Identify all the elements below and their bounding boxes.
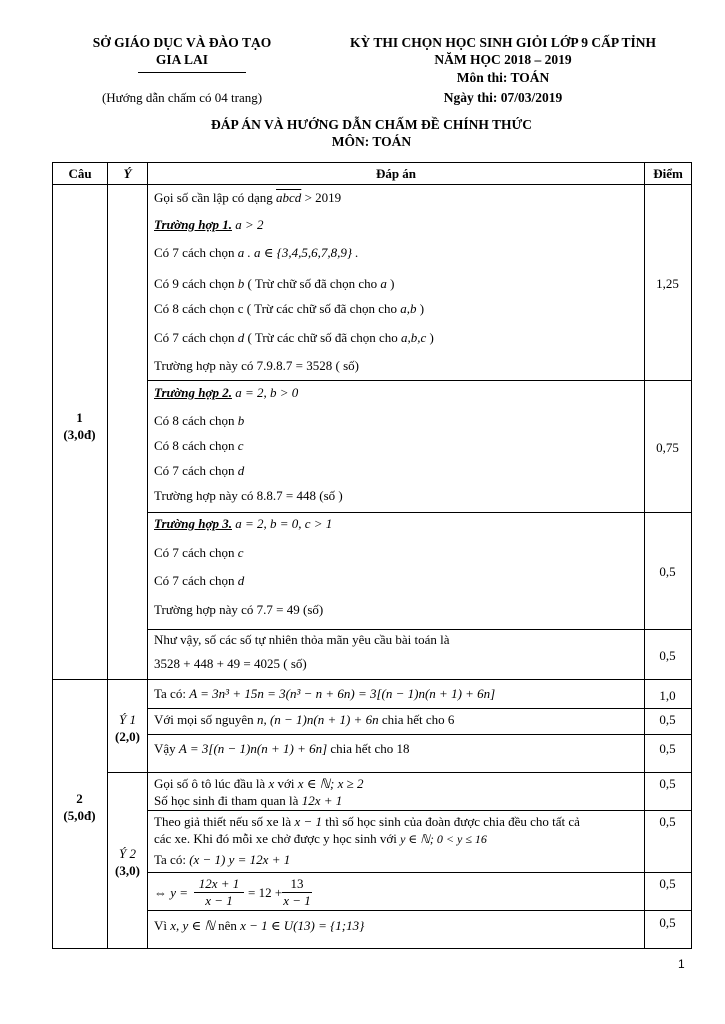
- q1-label: 1: [76, 410, 83, 425]
- q2-y2-row2-score: 0,5: [659, 814, 676, 829]
- case2-line1-var: b: [237, 413, 245, 428]
- case1-line4-var: d: [237, 330, 245, 345]
- header-left-line2: GIA LAI: [155, 52, 209, 67]
- q2-y2-row4-nen: nên: [218, 918, 237, 933]
- header-right-subject: [318, 70, 688, 86]
- subject-value: : TOÁN: [502, 70, 550, 85]
- q2-sep-y1-top: [148, 708, 691, 709]
- q2-y1-row3-math: A = 3[(n − 1)n(n + 1) + 6n]: [178, 741, 328, 756]
- case1-line5-text: Trường hợp này có: [154, 358, 254, 373]
- case1-line1: [154, 245, 359, 261]
- q2-y1-row1-text: Ta có:: [154, 686, 186, 701]
- q2-sep-y1-mid: [148, 734, 691, 735]
- case1-line2-rest: ( Trừ chữ số đã chọn cho: [247, 276, 378, 291]
- q2-y2-row3-score: 0,5: [659, 876, 676, 891]
- q2-sep-y2-2: [148, 872, 691, 873]
- col-header-cau: Câu: [53, 163, 108, 185]
- q2-y2-row4-set: x − 1 ∈ U(13) = {1;13}: [240, 918, 365, 933]
- case1-line4-vars: a,b,c: [400, 330, 427, 345]
- case2-line3: [154, 463, 244, 479]
- case1-line2-a: a: [380, 276, 387, 291]
- case1-line3-end: ): [419, 301, 425, 316]
- header-left-note: (Hướng dẫn chấm có 04 trang): [101, 90, 263, 105]
- q2-y2-row4-score: 0,5: [659, 915, 676, 930]
- case2-title: Trường hợp 2.: [154, 385, 232, 400]
- case1-line4-rest: ( Trừ các chữ số đã chọn cho: [247, 330, 398, 345]
- q2-y2-row3-mid: = 12 +: [248, 885, 283, 900]
- q2-y2-row3-den2: x − 1: [283, 893, 311, 908]
- q1-sep-2: [148, 512, 691, 513]
- header-right-line2: NĂM HỌC 2018 – 2019: [434, 52, 572, 67]
- case1-line5: [154, 358, 359, 374]
- case3-line2: [154, 573, 244, 589]
- q2-y2-row1-score: 0,5: [659, 776, 676, 791]
- q2-y2-row2a-math: x − 1: [294, 814, 322, 829]
- q2-y2-row1a: [154, 776, 364, 792]
- summary-line1: Như vậy, số các số tự nhiên thỏa mãn yêu cầu bài toán là: [154, 632, 450, 647]
- case1-line4: [154, 330, 434, 346]
- case1-line4-end: ): [429, 330, 434, 345]
- header-right-line1: KỲ THI CHỌN HỌC SINH GIỎI LỚP 9 CẤP TỈNH: [350, 35, 656, 50]
- case1-title-row: [154, 217, 264, 233]
- summary-line2-math: 3528 + 448 + 49 = 4025: [154, 656, 280, 671]
- q2-y1-row2-math: n, (n − 1)n(n + 1) + 6n: [256, 712, 379, 727]
- summary-score: 0,5: [659, 648, 676, 663]
- case1-title: Trường hợp 1.: [154, 217, 232, 232]
- q2-y2-label: Ý 2: [119, 846, 136, 861]
- case1-cond: a > 2: [235, 217, 264, 232]
- q2-y2-row4-text: Vì: [154, 918, 167, 933]
- q2-y2-row1b-text: Số học sinh đi tham quan là: [154, 793, 299, 808]
- q2-y1-row3-score: 0,5: [659, 741, 676, 756]
- q2-y2-points: (3,0): [115, 863, 140, 878]
- q2-y2-row1b: [154, 793, 342, 809]
- case1-line3-text: Có 8 cách chọn c ( Trừ các chữ số đã chọn cho: [154, 301, 397, 316]
- summary-line2-end: ( số): [283, 656, 307, 671]
- header-left-underline: [138, 72, 246, 73]
- q2-label: 2: [76, 791, 83, 806]
- case2-line3-text: Có 7 cách chọn: [154, 463, 235, 478]
- case2-line1: [154, 413, 244, 429]
- q1-intro-cond: > 2019: [304, 190, 342, 205]
- q2-y1-row2: [154, 712, 454, 728]
- subject-label: Môn thi: [456, 70, 503, 85]
- q1-intro-abcd: abcd: [276, 190, 302, 205]
- q1-sep-1: [148, 380, 691, 381]
- q2-y1-row1-math: A = 3n³ + 15n = 3(n³ − n + 6n) = 3[(n − 1)n(n + 1) + 6n]: [189, 686, 496, 701]
- q2-y2-row2c-text: Ta có:: [154, 852, 186, 867]
- q2-y2-row2c-math: (x − 1) y = 12x + 1: [189, 852, 291, 867]
- q2-y1-row1-score: 1,0: [659, 688, 676, 703]
- case3-line3-math: 7.7 = 49: [256, 602, 300, 617]
- q2-y1-label: Ý 1: [119, 712, 136, 727]
- case2-line2-text: Có 8 cách chọn: [154, 438, 235, 453]
- q1-intro: [154, 190, 341, 206]
- case2-title-row: [154, 385, 298, 401]
- case3-line2-text: Có 7 cách chọn: [154, 573, 235, 588]
- summary-line2: [154, 656, 307, 672]
- q2-y2-row2a-rest: thì số học sinh của đoàn được chia đều cho tất cả: [325, 814, 580, 829]
- q2-y2-row3-num1: 12x + 1: [198, 876, 240, 891]
- q1-y-cell: [108, 185, 148, 680]
- case2-cond: a = 2, b > 0: [235, 385, 299, 400]
- q2-y2-row4-math: x, y ∈ ℕ: [170, 918, 215, 933]
- q2-y2-row3-den1: x − 1: [205, 893, 233, 908]
- case1-line5-math: 7.9.8.7 = 3528: [256, 358, 333, 373]
- col-header-dap-an: Đáp án: [148, 163, 645, 185]
- case1-line1-text: Có 7 cách chọn: [154, 245, 235, 260]
- case2-line4: [154, 488, 343, 504]
- case3-title: Trường hợp 3.: [154, 516, 232, 531]
- case2-score: 0,75: [656, 440, 679, 455]
- header-right-date: Ngày thi: 07/03/2019: [443, 90, 563, 105]
- q2-y1-row2-text: Với mọi số nguyên: [154, 712, 254, 727]
- case2-line1-text: Có 8 cách chọn: [154, 413, 235, 428]
- q2-y2-row3-pre: ⇔ y =: [154, 885, 189, 900]
- q2-y1-points: (2,0): [115, 729, 140, 744]
- q2-y1-row2-score: 0,5: [659, 712, 676, 727]
- doc-title-line2: MÔN: TOÁN: [331, 134, 412, 149]
- q2-y2-row1a-text: Gọi số ô tô lúc đầu là: [154, 776, 266, 791]
- q2-y1-row3-end: chia hết cho 18: [330, 741, 410, 756]
- case3-line1-var: c: [237, 545, 244, 560]
- case3-line1-text: Có 7 cách chọn: [154, 545, 235, 560]
- case1-line2-end: ): [390, 276, 395, 291]
- q2-y2-row2a: [154, 814, 580, 830]
- case3-line3-text: Trường hợp này có: [154, 602, 254, 617]
- q2-y1-row1: [154, 686, 495, 702]
- case2-line2: [154, 438, 244, 454]
- q2-y2-row1b-math: 12x + 1: [301, 793, 343, 808]
- q1-points: (3,0đ): [63, 427, 96, 442]
- q2-y2-row2b-math: y ∈ ℕ; 0 < y ≤ 16: [400, 832, 487, 846]
- case1-line2-var: b: [237, 276, 245, 291]
- q2-y2-row1a-cond: x ∈ ℕ; x ≥ 2: [297, 776, 364, 791]
- case3-line2-var: d: [237, 573, 245, 588]
- q2-points: (5,0đ): [63, 808, 96, 823]
- case1-line1-math: a . a ∈ {3,4,5,6,7,8,9} .: [237, 245, 359, 260]
- case2-line3-var: d: [237, 463, 245, 478]
- q2-y2-row3-num2: 13: [290, 876, 304, 891]
- q2-y2-row2c: [154, 852, 290, 868]
- q2-sep-y2-3: [148, 910, 691, 911]
- q2-y2-row4: [154, 918, 364, 934]
- col-header-y: Ý: [108, 163, 148, 185]
- case1-line5-end: ( số): [335, 358, 359, 373]
- col-header-diem: Điểm: [645, 163, 692, 185]
- q1-sep-3: [148, 629, 691, 630]
- case3-line3-end: (số): [303, 602, 324, 617]
- case1-line2: [154, 276, 395, 292]
- page-number: 1: [678, 957, 685, 971]
- case3-line3: [154, 602, 323, 618]
- case2-line4-math: 8.8.7 = 448: [256, 488, 316, 503]
- q1-intro-text: Gọi số cần lập có dạng: [154, 190, 273, 205]
- case3-score: 0,5: [659, 564, 676, 579]
- q2-sep-y-boundary: [107, 772, 691, 773]
- q2-sep-y2-1: [148, 810, 691, 811]
- case1-line3: [154, 301, 424, 317]
- q2-y2-row1a-with: với: [277, 776, 295, 791]
- q2-y1-row2-end: chia hết cho 6: [381, 712, 455, 727]
- case2-line4-text: Trường hợp này có: [154, 488, 254, 503]
- q1-score-cell: [645, 185, 692, 680]
- case3-line1: [154, 545, 244, 561]
- case1-line4-text: Có 7 cách chọn: [154, 330, 235, 345]
- case3-title-row: [154, 516, 332, 532]
- case1-line2-text: Có 9 cách chọn: [154, 276, 235, 291]
- case1-line3-var: a,b: [400, 301, 417, 316]
- case2-line2-var: c: [237, 438, 244, 453]
- case3-cond: a = 2, b = 0, c > 1: [235, 516, 333, 531]
- q2-y2-row2b: [154, 831, 487, 847]
- header-left-line1: SỞ GIÁO DỤC VÀ ĐÀO TẠO: [92, 35, 272, 50]
- q2-y2-row2b-text: các xe. Khi đó mỗi xe chở được y học sinh với: [154, 831, 397, 846]
- q2-y1-row3: [154, 741, 409, 757]
- q2-y2-row2a-text: Theo giả thiết nếu số xe là: [154, 814, 292, 829]
- case2-line4-end: (số ): [319, 488, 343, 503]
- q2-y1-row3-text: Vậy: [154, 741, 176, 756]
- q2-y2-row1a-var: x: [268, 776, 275, 791]
- doc-title-line1: ĐÁP ÁN VÀ HƯỚNG DẪN CHẤM ĐỀ CHÍNH THỨC: [210, 117, 532, 132]
- case1-score: 1,25: [656, 276, 679, 291]
